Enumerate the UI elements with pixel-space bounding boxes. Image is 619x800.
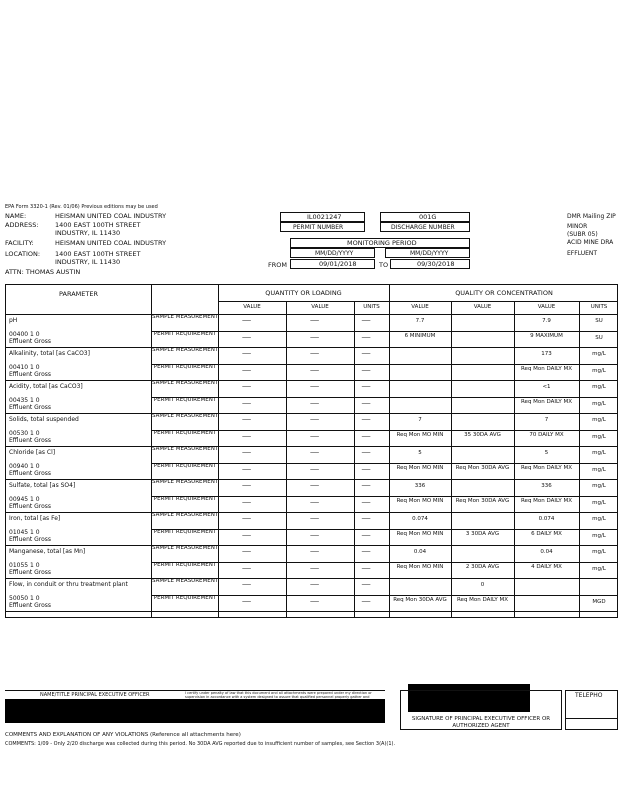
address-line1: 1400 EAST 100TH STREET xyxy=(55,221,141,229)
value-header: VALUE xyxy=(311,304,329,310)
location-line2: INDUSTRY, IL 11430 xyxy=(55,258,121,266)
blank-dash: ------- xyxy=(310,333,319,341)
blank-dash: ------- xyxy=(361,564,370,572)
to-date-box xyxy=(390,259,470,269)
blank-dash: ------- xyxy=(242,416,251,423)
blank-dash: ------- xyxy=(361,366,370,374)
permit-value-max: 9 MAXIMUM xyxy=(530,332,563,339)
row-divider xyxy=(151,496,617,497)
blank-dash: ------- xyxy=(310,383,319,390)
discharge-number-box xyxy=(380,212,470,222)
row-divider xyxy=(6,512,617,513)
sample-value-max: 0.04 xyxy=(540,549,553,555)
mmddyyyy-from: MM/DD/YYYY xyxy=(315,250,354,257)
row-divider xyxy=(6,347,617,348)
officer-label: NAME/TITLE PRINCIPAL EXECUTIVE OFFICER xyxy=(40,692,150,698)
sample-units: mg/L xyxy=(592,450,606,456)
permit-requirement-label: PERMIT REQUIREMENT xyxy=(153,495,217,502)
permit-units: MGD xyxy=(592,598,606,605)
permit-requirement-label: PERMIT REQUIREMENT xyxy=(153,396,217,403)
parameter-name: Iron, total [as Fe] xyxy=(9,515,61,522)
right-label-4: ACID MINE DRA xyxy=(567,239,614,246)
permit-value-max: Req Mon DAILY MX xyxy=(520,365,573,372)
form-note: EPA Form 3320-1 (Rev. 01/06) Previous editions may be used xyxy=(5,204,158,210)
permit-requirement-label: PERMIT REQUIREMENT xyxy=(153,594,217,601)
blank-dash: ------- xyxy=(242,449,251,456)
name-label: NAME: xyxy=(5,212,27,220)
sample-value-max: 5 xyxy=(544,450,549,456)
parameter-code: 50050 1 0 xyxy=(9,594,40,602)
permit-number-box xyxy=(280,212,365,222)
blank-dash: ------- xyxy=(242,597,251,605)
row-divider xyxy=(6,413,617,414)
row-divider xyxy=(151,562,617,563)
comments-label: COMMENTS AND EXPLANATION OF ANY VIOLATIONS (Reference all attachments here) xyxy=(5,732,241,738)
address-label: ADDRESS: xyxy=(5,221,39,229)
discharge-number-value: 001G xyxy=(419,213,437,221)
blank-dash: ------- xyxy=(361,482,370,489)
permit-value-min: Req Mon MO MIN xyxy=(396,497,444,504)
blank-dash: ------- xyxy=(310,416,319,423)
permit-requirement-label: PERMIT REQUIREMENT xyxy=(153,561,217,568)
permit-value-max: 4 DAILY MX xyxy=(531,563,562,570)
permit-requirement-label: PERMIT REQUIREMENT xyxy=(153,429,217,436)
to-label: TO xyxy=(379,261,389,269)
right-label-3: (SUBR 05) xyxy=(567,231,598,238)
permit-value-min: Req Mon MO MIN xyxy=(396,563,444,570)
permit-value-avg: 35 30DA AVG xyxy=(464,431,501,438)
right-label-5: EFFLUENT xyxy=(567,250,598,257)
permit-requirement-label: PERMIT REQUIREMENT xyxy=(153,462,217,469)
blank-dash: ------- xyxy=(361,465,370,473)
permit-value-avg: 3 30DA AVG xyxy=(465,530,500,537)
blank-dash: ------- xyxy=(361,548,370,555)
quality-header: QUALITY OR CONCENTRATION xyxy=(455,289,553,297)
sample-measurement-label: SAMPLE MEASUREMENT xyxy=(152,545,219,551)
sample-units: mg/L xyxy=(592,516,606,522)
blank-dash: ------- xyxy=(242,465,251,473)
blank-dash: ------- xyxy=(310,581,319,588)
blank-dash: ------- xyxy=(310,432,319,440)
header-divider xyxy=(218,301,617,302)
sample-value-max: 0.074 xyxy=(538,516,555,522)
sample-value-min: 0.074 xyxy=(412,516,428,522)
permit-units: SU xyxy=(595,334,603,341)
blank-dash: ------- xyxy=(242,333,251,341)
permit-number-label: PERMIT NUMBER xyxy=(293,224,344,231)
parameter-sub: Effluent Gross xyxy=(9,568,52,576)
sample-value-min: 336 xyxy=(414,483,426,489)
parameter-code: 01045 1 0 xyxy=(9,528,40,536)
sample-value-max: 336 xyxy=(541,483,552,489)
blank-dash: ------- xyxy=(242,498,251,506)
parameter-sub: Effluent Gross xyxy=(9,337,52,345)
blank-dash: ------- xyxy=(361,449,370,456)
sample-units: mg/L xyxy=(592,483,606,489)
sample-value-min: 7.7 xyxy=(415,318,425,324)
parameter-code: 00435 1 0 xyxy=(9,396,40,404)
row-divider xyxy=(151,595,617,596)
row-divider xyxy=(6,611,617,612)
col-divider xyxy=(286,301,287,617)
sample-measurement-label: SAMPLE MEASUREMENT xyxy=(152,446,219,452)
permit-value-avg: Req Mon 30DA AVG xyxy=(455,497,510,504)
parameter-code: 00400 1 0 xyxy=(9,330,40,338)
parameter-name: Alkalinity, total [as CaCO3] xyxy=(9,350,90,357)
permit-value-max: 6 DAILY MX xyxy=(531,530,562,537)
sample-value-avg: 0 xyxy=(480,582,485,588)
sample-value-min: 0.04 xyxy=(413,549,427,555)
monitoring-period-label: MONITORING PERIOD xyxy=(347,239,417,247)
sample-measurement-label: SAMPLE MEASUREMENT xyxy=(152,512,219,518)
quantity-header: QUANTITY OR LOADING xyxy=(265,289,342,297)
permit-requirement-label: PERMIT REQUIREMENT xyxy=(153,330,217,337)
blank-dash: ------- xyxy=(310,482,319,489)
row-divider xyxy=(151,331,617,332)
col-divider xyxy=(354,301,355,617)
value-header: VALUE xyxy=(243,304,261,310)
parameter-code: 00410 1 0 xyxy=(9,363,40,371)
blank-dash: ------- xyxy=(310,449,319,456)
value-header: VALUE xyxy=(473,304,492,310)
parameter-name: Sulfate, total [as SO4] xyxy=(9,482,76,489)
blank-dash: ------- xyxy=(361,350,370,357)
blank-dash: ------- xyxy=(310,515,319,522)
blank-dash: ------- xyxy=(361,581,370,588)
permit-value-max: Req Mon DAILY MX xyxy=(520,398,573,405)
blank-dash: ------- xyxy=(361,498,370,506)
blank-dash: ------- xyxy=(310,317,319,324)
discharge-number-label-box xyxy=(380,222,470,232)
sample-value-max: 7 xyxy=(544,417,549,423)
col-divider xyxy=(218,285,219,617)
permit-value-max: 70 DAILY MX xyxy=(529,431,564,438)
parameter-name: pH xyxy=(9,317,18,324)
sample-value-min: 7 xyxy=(418,417,422,423)
dmr-table xyxy=(5,284,618,618)
row-divider xyxy=(151,397,617,398)
telephone-divider xyxy=(565,718,618,719)
permit-units: mg/L xyxy=(592,433,606,440)
blank-dash: ------- xyxy=(310,548,319,555)
parameter-sub: Effluent Gross xyxy=(9,469,52,477)
header-divider xyxy=(6,314,617,315)
parameter-code: 01055 1 0 xyxy=(9,561,40,569)
mmddyyyy-from-box xyxy=(290,248,375,258)
permit-units: mg/L xyxy=(592,499,606,506)
sample-measurement-label: SAMPLE MEASUREMENT xyxy=(152,347,219,353)
units-header: UNITS xyxy=(590,304,608,310)
sample-measurement-label: SAMPLE MEASUREMENT xyxy=(152,578,219,584)
facility-label: FACILITY: xyxy=(5,239,34,247)
sample-value-min: 5 xyxy=(418,450,422,456)
sample-units: mg/L xyxy=(592,351,606,357)
certify-text: I certify under penalty of law that this document and all attachments were prepared under my direction or supervision in accordance with a system designed to assure that qualified personnel properly gather and xyxy=(185,691,372,699)
sample-units: SU xyxy=(595,318,603,324)
attn-line: ATTN: THOMAS AUSTIN xyxy=(5,268,81,276)
blank-dash: ------- xyxy=(361,597,370,605)
parameter-header: PARAMETER xyxy=(59,290,98,298)
row-divider xyxy=(151,430,617,431)
location-line1: 1400 EAST 100TH STREET xyxy=(55,250,141,258)
blank-dash: ------- xyxy=(310,564,319,572)
discharge-number-label: DISCHARGE NUMBER xyxy=(391,224,455,231)
from-label: FROM xyxy=(268,261,287,269)
sample-value-max: 7.9 xyxy=(542,318,551,324)
row-divider xyxy=(6,446,617,447)
name-value: HEISMAN UNITED COAL INDUSTRY xyxy=(55,212,167,220)
blank-dash: ------- xyxy=(310,350,319,357)
sample-value-max: 173 xyxy=(541,351,552,357)
parameter-sub: Effluent Gross xyxy=(9,502,52,510)
blank-dash: ------- xyxy=(310,498,319,506)
mmddyyyy-to-box xyxy=(385,248,470,258)
blank-dash: ------- xyxy=(242,317,251,324)
row-divider xyxy=(6,479,617,480)
blank-dash: ------- xyxy=(361,383,370,390)
units-header: UNITS xyxy=(363,304,380,310)
telephone-label: TELEPHO xyxy=(575,692,603,699)
blank-dash: ------- xyxy=(242,399,251,407)
from-date: 09/01/2018 xyxy=(319,260,357,268)
value-header: VALUE xyxy=(411,304,429,310)
parameter-sub: Effluent Gross xyxy=(9,370,52,378)
sample-units: mg/L xyxy=(592,417,606,423)
sample-measurement-label: SAMPLE MEASUREMENT xyxy=(152,413,219,419)
permit-requirement-label: PERMIT REQUIREMENT xyxy=(153,528,217,535)
blank-dash: ------- xyxy=(242,531,251,539)
comments-text: COMMENTS: 1/09 - Only 2/20 discharge was collected during this period. No 30DA AVG reported due to insufficient number of samples, see Section 3(A)(1). xyxy=(5,741,396,747)
permit-units: mg/L xyxy=(592,400,606,407)
right-label-1: DMR Mailing ZIP xyxy=(567,213,616,220)
permit-number-value: IL0021247 xyxy=(307,213,342,221)
blank-dash: ------- xyxy=(310,597,319,605)
parameter-name: Manganese, total [as Mn] xyxy=(9,548,86,555)
parameter-sub: Effluent Gross xyxy=(9,436,52,444)
blank-dash: ------- xyxy=(242,515,251,522)
address-line2: INDUSTRY, IL 11430 xyxy=(55,229,121,237)
blank-dash: ------- xyxy=(310,366,319,374)
parameter-sub: Effluent Gross xyxy=(9,403,52,411)
parameter-sub: Effluent Gross xyxy=(9,601,52,609)
monitoring-period-box xyxy=(290,238,470,248)
permit-value-avg: 2 30DA AVG xyxy=(465,563,500,570)
blank-dash: ------- xyxy=(242,383,251,390)
parameter-name: Solids, total suspended xyxy=(9,416,79,423)
parameter-sub: Effluent Gross xyxy=(9,535,52,543)
sample-value-max: <1 xyxy=(542,384,551,390)
blank-dash: ------- xyxy=(242,564,251,572)
sample-measurement-label: SAMPLE MEASUREMENT xyxy=(152,479,219,485)
row-divider xyxy=(6,578,617,579)
permit-value-max: Req Mon DAILY MX xyxy=(520,497,573,504)
blank-dash: ------- xyxy=(242,482,251,489)
to-date: 09/30/2018 xyxy=(417,260,455,268)
permit-value-max: Req Mon DAILY MX xyxy=(520,464,573,471)
blank-dash: ------- xyxy=(361,399,370,407)
value-header: VALUE xyxy=(537,304,556,310)
permit-units: mg/L xyxy=(592,466,606,473)
parameter-name: Chloride [as Cl] xyxy=(9,449,56,456)
from-date-box xyxy=(290,259,375,269)
permit-units: mg/L xyxy=(592,565,606,572)
permit-value-min: Req Mon MO MIN xyxy=(396,431,444,438)
blank-dash: ------- xyxy=(310,531,319,539)
sample-units: mg/L xyxy=(592,549,606,555)
blank-dash: ------- xyxy=(242,432,251,440)
row-divider xyxy=(151,463,617,464)
blank-dash: ------- xyxy=(361,416,370,423)
parameter-name: Flow, in conduit or thru treatment plant xyxy=(9,581,128,588)
blank-dash: ------- xyxy=(361,317,370,324)
blank-dash: ------- xyxy=(242,581,251,588)
mmddyyyy-to: MM/DD/YYYY xyxy=(410,250,449,257)
permit-value-min: Req Mon MO MIN xyxy=(396,530,444,537)
blank-dash: ------- xyxy=(361,531,370,539)
location-label: LOCATION: xyxy=(5,250,41,258)
sample-units: mg/L xyxy=(592,384,606,390)
parameter-code: 00530 1 0 xyxy=(9,429,40,437)
permit-units: mg/L xyxy=(592,532,606,539)
permit-value-min: Req Mon MO MIN xyxy=(396,464,444,471)
row-divider xyxy=(6,545,617,546)
blank-dash: ------- xyxy=(361,432,370,440)
permit-units: mg/L xyxy=(592,367,606,374)
blank-dash: ------- xyxy=(242,366,251,374)
right-label-2: MINOR xyxy=(567,223,588,230)
blank-dash: ------- xyxy=(242,350,251,357)
row-divider xyxy=(151,529,617,530)
permit-value-min: Req Mon 30DA AVG xyxy=(393,596,447,603)
facility-value: HEISMAN UNITED COAL INDUSTRY xyxy=(55,239,167,247)
parameter-code: 00940 1 0 xyxy=(9,462,40,470)
permit-requirement-label: PERMIT REQUIREMENT xyxy=(153,363,217,370)
signature-label: SIGNATURE OF PRINCIPAL EXECUTIVE OFFICER OR AUTHORIZED AGENT xyxy=(411,716,551,729)
row-divider xyxy=(6,380,617,381)
permit-value-min: 6 MINIMUM xyxy=(404,332,436,339)
sample-measurement-label: SAMPLE MEASUREMENT xyxy=(152,314,219,320)
permit-number-label-box xyxy=(280,222,365,232)
parameter-code: 00945 1 0 xyxy=(9,495,40,503)
blank-dash: ------- xyxy=(242,548,251,555)
blank-dash: ------- xyxy=(361,333,370,341)
blank-dash: ------- xyxy=(310,399,319,407)
sample-measurement-label: SAMPLE MEASUREMENT xyxy=(152,380,219,386)
row-divider xyxy=(151,364,617,365)
blank-dash: ------- xyxy=(361,515,370,522)
blank-dash: ------- xyxy=(310,465,319,473)
permit-value-avg: Req Mon 30DA AVG xyxy=(455,464,510,471)
redacted-name-block xyxy=(5,699,385,723)
parameter-name: Acidity, total [as CaCO3] xyxy=(9,383,83,390)
permit-value-avg: Req Mon DAILY MX xyxy=(456,596,509,603)
